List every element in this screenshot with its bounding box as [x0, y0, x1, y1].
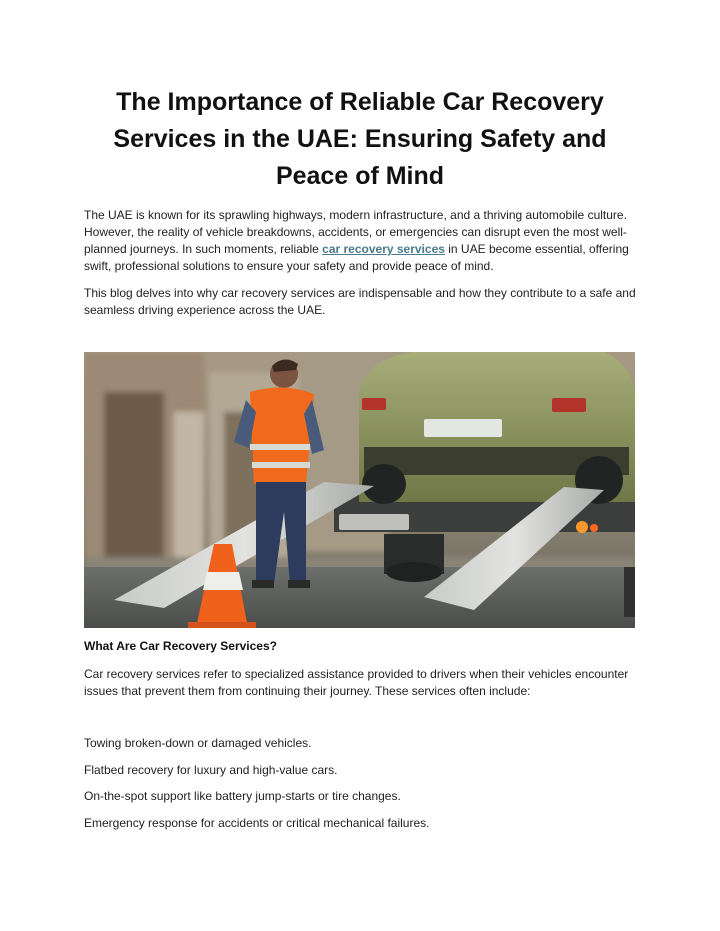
- article-title: The Importance of Reliable Car Recovery Services in the UAE: Ensuring Safety and Peace of Mind: [113, 88, 607, 190]
- section-paragraph: Car recovery services refer to specialized assistance provided to drivers when their vehicles encounter issues that prevent them from continuing their journey. These services often include:: [84, 667, 629, 698]
- intro-text-before: The UAE is known for its sprawling highways, modern infrastructure, and a thriving automobile culture. However, the reality of vehicle breakdowns, accidents, or emergencies can disrupt even the most well-planned journeys. In such moments, reliable: [84, 208, 627, 256]
- green-car-on-truck: [359, 352, 635, 504]
- list-item: Emergency response for accidents or critical mechanical failures.: [84, 815, 430, 830]
- section-heading: What Are Car Recovery Services?: [84, 639, 277, 653]
- services-list: [84, 735, 429, 841]
- blog-summary-paragraph: This blog delves into why car recovery services are indispensable and how they contribute to a safe and seamless driving experience across the UAE.: [84, 286, 636, 317]
- car-recovery-services-link[interactable]: car recovery services: [322, 242, 445, 256]
- intro-text-after: in UAE become essential, offering swift, professional solutions to ensure your safety and provide peace of mind.: [84, 242, 629, 273]
- list-item: Towing broken-down or damaged vehicles.: [84, 736, 312, 750]
- tow-truck-recovery-photo: [84, 352, 635, 628]
- list-item: Flatbed recovery for luxury and high-value cars.: [84, 762, 338, 777]
- list-item: On-the-spot support like battery jump-starts or tire changes.: [84, 789, 401, 803]
- intro-paragraph: [84, 207, 636, 275]
